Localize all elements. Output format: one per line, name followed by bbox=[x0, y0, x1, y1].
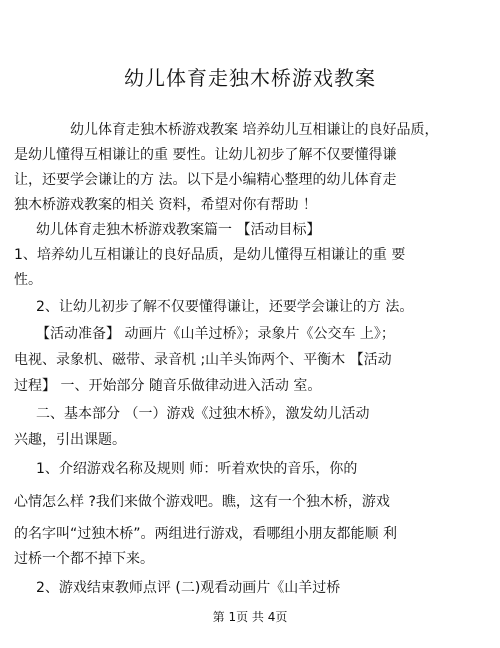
document-title: 幼儿体育走独木桥游戏教案 bbox=[124, 66, 376, 90]
body-line: 【活动准备】 动画片《山羊过桥》；录象片《公交车 上》； bbox=[36, 326, 395, 342]
body-line: 是幼儿懂得互相谦让的重 要性。让幼儿初步了解不仅要懂得谦 bbox=[14, 147, 397, 163]
body-line: 让，还要学会谦让的方 法。以下是小编精心整理的幼儿体育走 bbox=[14, 172, 397, 188]
body-line: 过程】 一、开始部分 随音乐做律动进入活动 室。 bbox=[14, 378, 322, 394]
body-line: 幼儿体育走独木桥游戏教案 培养幼儿互相谦让的良好品质， bbox=[70, 122, 439, 138]
body-line: 性。 bbox=[14, 272, 42, 288]
body-line: 1、培养幼儿互相谦让的良好品质，是幼儿懂得互相谦让的重 要 bbox=[14, 247, 406, 263]
body-line: 1、介绍游戏名称及规则 师：听着欢快的音乐，你的 bbox=[36, 461, 358, 477]
body-line: 兴趣，引出课题。 bbox=[14, 432, 126, 448]
body-line: 2、让幼儿初步了解不仅要懂得谦让，还要学会谦让的方 法。 bbox=[36, 299, 414, 315]
page-footer: 第 1页 共 4页 bbox=[212, 610, 288, 624]
body-line: 心情怎么样 ?我们来做个游戏吧。瞧，这有一个独木桥，游戏 bbox=[14, 494, 390, 510]
body-line: 2、游戏结束教师点评 (二)观看动画片《山羊过桥 bbox=[36, 580, 341, 596]
body-line: 过桥一个都不掉下来。 bbox=[14, 551, 154, 567]
body-line: 电视、录象机、磁带、录音机 ;山羊头饰两个、平衡木 【活动 bbox=[14, 352, 392, 368]
body-line: 二、基本部分 （一）游戏《过独木桥》，激发幼儿活动 bbox=[36, 406, 370, 422]
body-line: 独木桥游戏教案的相关 资料，希望对你有帮助 ！ bbox=[14, 197, 317, 213]
body-line: 的名字叫“过独木桥”。两组进行游戏，看哪组小朋友都能顺 利 bbox=[14, 526, 397, 542]
body-line: 幼儿体育走独木桥游戏教案篇一 【活动目标】 bbox=[36, 222, 321, 238]
